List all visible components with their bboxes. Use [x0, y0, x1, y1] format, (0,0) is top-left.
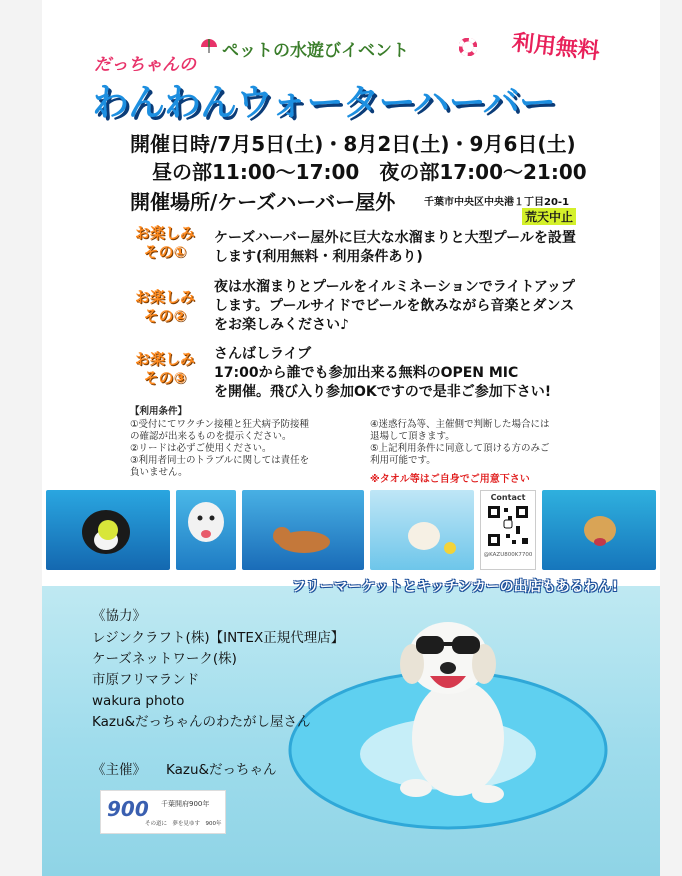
contact-handle: @KAZU800K7700	[483, 552, 533, 558]
pre-title: だっちゃんの	[94, 55, 196, 75]
sponsor-item: wakura photo	[92, 693, 185, 709]
event-flyer	[42, 0, 660, 876]
sponsor-list	[92, 628, 344, 733]
fun-badge-2: お楽しみ その②	[134, 288, 195, 325]
free-badge: 利用無料	[510, 30, 601, 65]
umbrella-icon	[200, 38, 218, 54]
venue-address: 千葉市中央区中央港１丁目20-1	[424, 197, 570, 208]
contact-qr	[480, 490, 536, 570]
logo-mark: 900	[107, 797, 149, 821]
sponsor-heading: 《協力》	[92, 608, 146, 624]
qr-code-icon	[486, 504, 530, 548]
dog-photo-3	[242, 490, 364, 570]
event-tag: ペットの水遊びイベント	[222, 41, 409, 61]
market-banner: フリーマーケットとキッチンカーの出店もあるわん!	[292, 579, 619, 595]
dog-photo-5	[542, 490, 656, 570]
contact-label: Contact	[490, 493, 526, 502]
logo-line-1: 千葉開府900年	[161, 800, 210, 808]
fun-badge-1: お楽しみ その①	[134, 224, 195, 261]
organizer-label: 《主催》	[92, 762, 146, 778]
event-venue: 開催場所/ケーズハーバー屋外	[130, 190, 396, 214]
dog-photo-2	[176, 490, 236, 570]
page-title: わんわんウォーターハーバー	[92, 81, 555, 124]
dog-photo-4	[370, 490, 474, 570]
logo-line-2: その道に 夢を見ゆす 900年	[145, 821, 222, 827]
conditions-heading: 【利用条件】	[130, 406, 188, 417]
anniversary-logo	[100, 790, 226, 834]
fun-badge-3: お楽しみ その③	[134, 350, 195, 387]
conditions-right: ④迷惑行為等、主催側で判断した場合には 退場して頂きます。 ⑤上記利用条件に同意して頂ける方のみご 利用可能です。	[370, 419, 550, 466]
life-ring-icon	[459, 38, 477, 56]
dog-photo-1	[46, 490, 170, 570]
photo-strip	[42, 490, 660, 574]
fun-description-1: ケーズハーバー屋外に巨大な水溜まりと大型プールを設置 します(利用無料・利用条件あり)	[214, 230, 576, 265]
conditions-left: ①受付にてワクチン接種と狂犬病予防接種 の確認が出来るものを提示ください。 ②リードは必ずご使用ください。 ③利用者同士のトラブルに関しては責任を 負いません。	[130, 419, 310, 478]
sponsor-item: ケーズネットワーク(株)	[92, 651, 237, 667]
organizer-name: Kazu&だっちゃん	[166, 762, 277, 778]
towel-note: ※タオル等はご自身でご用意下さい	[370, 474, 530, 485]
fun-description-2: 夜は水溜まりとプールをイルミネーションでライトアップ します。プールサイドでビールを飲みながら音楽とダンス をお楽しみください♪	[214, 279, 575, 333]
sponsor-item: 市原フリマランド	[92, 672, 200, 688]
sponsor-item: Kazu&だっちゃんのわたがし屋さん	[92, 714, 311, 730]
fun-description-3: さんばしライブ 17:00から誰でも参加出来る無料のOPEN MIC を開催。飛び入り参加OKですので是非ご参加下さい!	[214, 346, 552, 400]
rain-notice: 荒天中止	[522, 208, 576, 225]
event-times: 昼の部11:00〜17:00 夜の部17:00〜21:00	[152, 160, 587, 184]
sponsor-item: レジンクラフト(株)【INTEX正規代理店】	[92, 630, 345, 646]
event-dates: 開催日時/7月5日(土)・8月2日(土)・9月6日(土)	[130, 132, 576, 156]
